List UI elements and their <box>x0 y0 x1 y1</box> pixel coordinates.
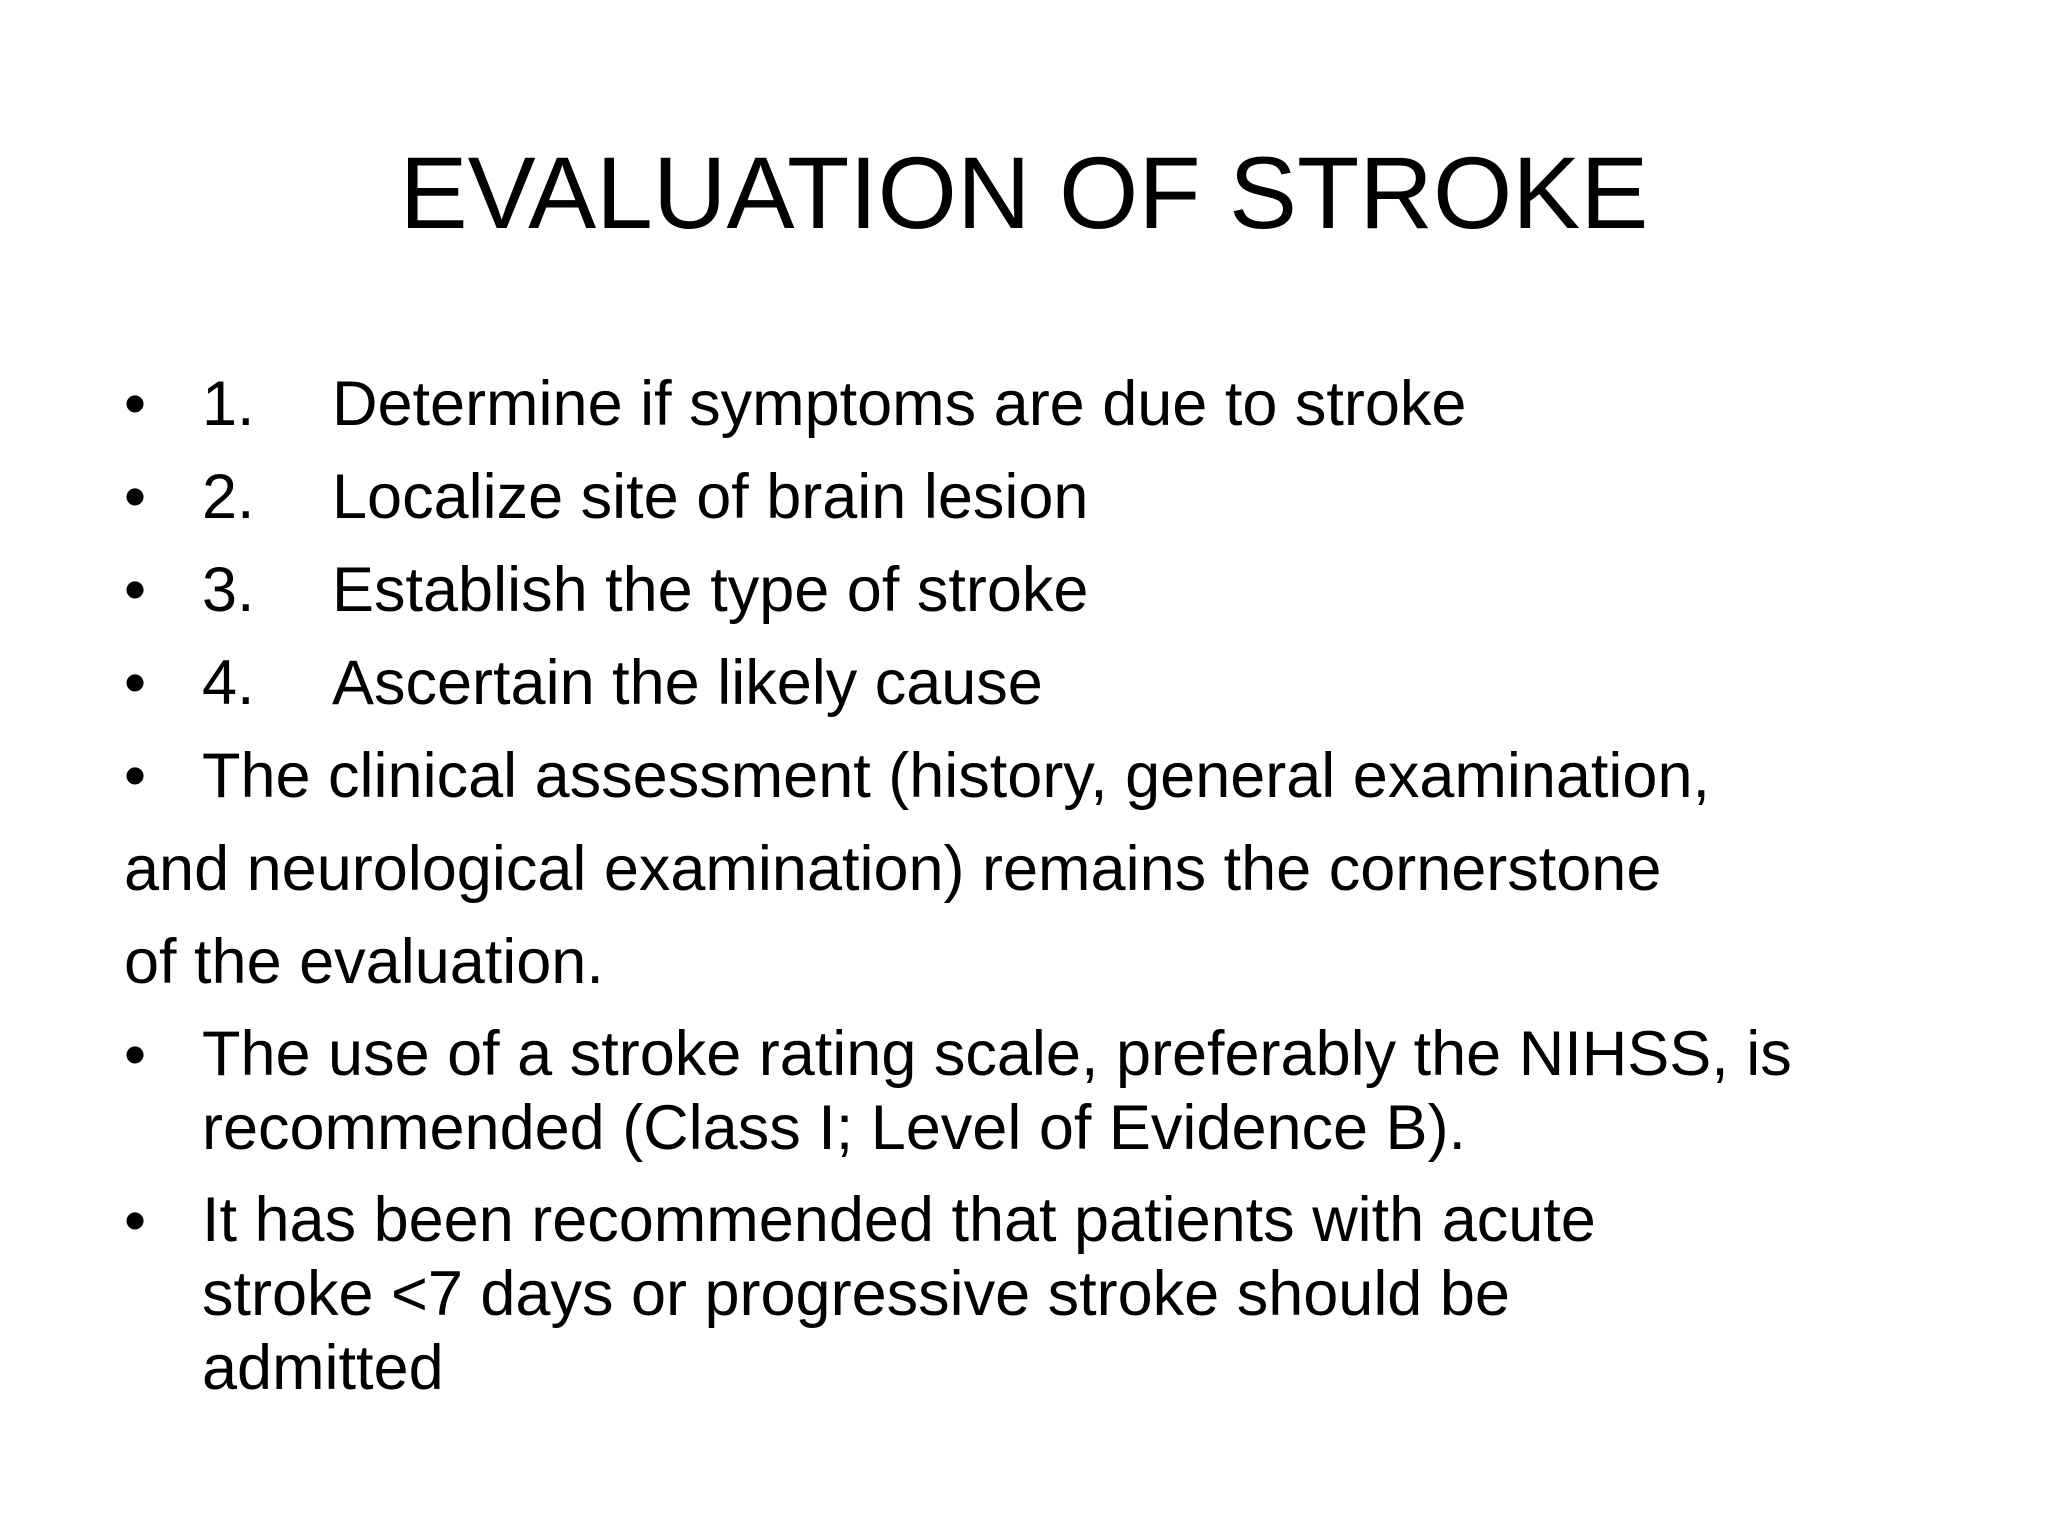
assessment-line: The clinical assessment (history, general examination, <box>202 741 1711 811</box>
item-number: 3. <box>202 555 255 625</box>
bullet-icon: • <box>124 462 147 532</box>
bullet-icon: • <box>124 555 147 625</box>
bullet-icon: • <box>124 1186 147 1256</box>
nihss-text <box>202 1017 1792 1165</box>
admission-line: It has been recommended that patients with acute <box>202 1185 1596 1255</box>
nihss-line: recommended (Class I; Level of Evidence B). <box>202 1093 1467 1163</box>
item-number: 2. <box>202 462 255 532</box>
assessment-line: and neurological examination) remains the cornerstone <box>124 834 1662 904</box>
item-number: 1. <box>202 369 255 439</box>
admission-text <box>202 1183 1596 1405</box>
slide-title: EVALUATION OF STROKE <box>399 136 1649 250</box>
item-text: Determine if symptoms are due to stroke <box>332 369 1467 439</box>
assessment-line: of the evaluation. <box>124 927 604 997</box>
bullet-icon: • <box>124 1020 147 1090</box>
item-text: Ascertain the likely cause <box>332 648 1043 718</box>
bullet-icon: • <box>124 741 147 811</box>
bullet-icon: • <box>124 369 147 439</box>
bullet-icon: • <box>124 648 147 718</box>
admission-line: admitted <box>202 1333 444 1403</box>
item-text: Establish the type of stroke <box>332 555 1089 625</box>
nihss-line: The use of a stroke rating scale, preferably the NIHSS, is <box>202 1019 1792 1089</box>
admission-line: stroke <7 days or progressive stroke should be <box>202 1259 1510 1329</box>
item-text: Localize site of brain lesion <box>332 462 1089 532</box>
item-number: 4. <box>202 648 255 718</box>
